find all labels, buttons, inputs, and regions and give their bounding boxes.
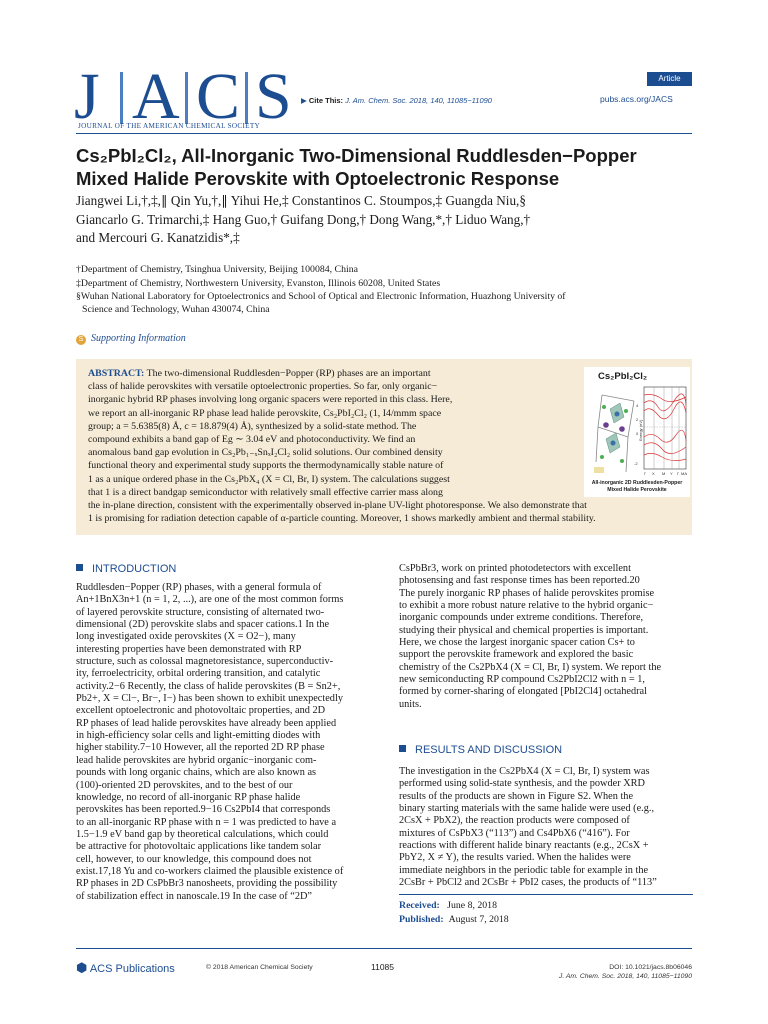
doi-block <box>559 963 692 981</box>
abstract-line: class of halide perovskites with versatile optoelectronic properties. So far, only organic− <box>88 381 438 393</box>
text-line: RP phases in 2D CsPbBr3 nanosheets, providing the possibility <box>76 878 338 890</box>
text-line: performed using solid-state synthesis, and the powder XRD <box>399 778 645 790</box>
k-point: X <box>652 471 655 476</box>
text-line: 1.5−1.9 eV band gap by theoretical calculations, which could <box>76 828 329 840</box>
toc-caption: All-inorganic 2D Ruddlesden-Popper <box>591 480 683 486</box>
text-line: of layered perovskite structure, consisting of alternated two- <box>76 606 325 618</box>
title-line: Cs₂PbI₂Cl₂, All-Inorganic Two-Dimensional Ruddlesden−Popper <box>76 145 637 166</box>
text-line: knowledge, no record of all-inorganic RP phase halide <box>76 791 301 803</box>
text-line: pounds with long organic chains, which are also known as <box>76 767 317 779</box>
logo-subtitle: JOURNAL OF THE AMERICAN CHEMICAL SOCIETY <box>78 122 261 130</box>
affiliation: ‡Department of Chemistry, Northwestern University, Evanston, Illinois 60208, United States <box>76 277 441 289</box>
text-line: long investigated oxide perovskites (X = O2−), many <box>76 631 296 643</box>
publisher-name: ACS Publications <box>89 963 175 975</box>
text-line: units. <box>399 698 422 710</box>
article-title <box>76 144 696 190</box>
text-line: to an all-inorganic RP phase with n = 1 was predicted to have a <box>76 816 337 828</box>
abstract-line: the in-plane direction, consistent with the experimentally observed in-plane UV-light photoresponse. We also demonstrate that <box>88 500 587 512</box>
text-line: perovskites has been reported.9−16 Cs2PbI4 that corresponds <box>76 804 331 816</box>
abstract-heading: ABSTRACT: <box>88 368 145 379</box>
abstract-line: we report an all-inorganic RP phase lead halide perovskite, Cs₂PbI₂Cl₂ (1, I4/mmm space <box>88 407 442 419</box>
text-line: 2CsX + PbX2), the reaction products were composed of <box>399 815 630 827</box>
toc-title: Cs₂PbI₂Cl₂ <box>598 371 648 382</box>
received-date: June 8, 2018 <box>447 900 497 911</box>
text-line: chemistry of the Cs2PbX4 (X = Cl, Br, I) system. We report the <box>399 661 662 673</box>
logo-letter: J <box>74 60 100 133</box>
logo-divider <box>120 72 123 124</box>
page-number: 11085 <box>371 962 395 972</box>
affiliation: †Department of Chemistry, Tsinghua University, Beijing 100084, China <box>76 264 358 275</box>
text-line: dimensional (2D) perovskite slabs and spacer cations.1 In the <box>76 619 330 631</box>
publication-dates <box>399 899 509 927</box>
cite-label: Cite This: <box>308 96 344 105</box>
logo-divider <box>185 72 188 124</box>
text-line: ity, ferroelectricity, orbital ordering transition, and catalytic <box>76 668 321 680</box>
published-label: Published: <box>399 914 444 925</box>
text-line: higher stability.7−10 However, all the reported 2D RP phase <box>76 742 325 754</box>
text-line: (100)-oriented 2D perovskites, and to the best of our <box>76 779 293 791</box>
abstract-line: 1 is promising for radiation detection capable of α-particle counting. Moreover, 1 shows markedly ambient and thermal stability. <box>88 513 596 525</box>
text-line: photosensing and fast response times has been reported.20 <box>399 575 640 587</box>
k-point: M <box>662 471 666 476</box>
text-line: RP phases of lead halide perovskites have already been applied <box>76 717 337 729</box>
citation: J. Am. Chem. Soc. 2018, 140, 11085−11090 <box>558 973 692 980</box>
section-square-icon <box>76 564 83 571</box>
title-line: Mixed Halide Perovskite with Optoelectronic Response <box>76 168 560 189</box>
k-point: MA <box>681 471 687 476</box>
journal-url[interactable]: pubs.acs.org/JACS <box>600 94 673 104</box>
text-line: reactions with different halide binary reactants (e.g., 2CsX + <box>399 840 649 852</box>
abstract-line: group; a = 5.6385(8) Å, c = 18.879(4) Å), synthesized by a solid-state method. The <box>88 420 417 432</box>
text-line: structure, such as colossal magnetoresistance, superconductiv- <box>76 656 334 668</box>
affiliation: §Wuhan National Laboratory for Optoelectronics and School of Optical and Electronic Information, Huazhong University of <box>76 291 566 303</box>
text-line: Here, we chose the largest inorganic spacer cation Cs+ to <box>399 637 635 649</box>
text-line: 2CsBr + PbCl2 and 2CsBr + PbI2 cases, the products of “113” <box>399 877 657 889</box>
text-line: lead halide perovskites are hybrid organic−inorganic com- <box>76 754 317 766</box>
abstract-line: 1 as a unique ordered phase in the Cs₂PbX₄ (X = Cl, Br, I) system. The calculations suggest <box>88 473 450 485</box>
k-point: Y <box>670 471 673 476</box>
text-line: cell, however, to our knowledge, this compound does not <box>76 853 312 865</box>
text-line: be attractive for photovoltaic applications like tandem solar <box>76 841 322 853</box>
introduction-heading <box>76 563 176 575</box>
text-line: An+1BnX3n+1 (n = 1, 2, ...), are one of the most common forms <box>76 594 344 606</box>
results-column-text <box>399 766 693 889</box>
dates-divider <box>399 894 693 895</box>
left-column-text <box>76 582 370 903</box>
doi-link[interactable]: DOI: 10.1021/jacs.8b06046 <box>609 964 692 971</box>
text-line: PbY2, X ≠ Y), the results varied. When the halides were <box>399 852 631 864</box>
logo-letter: S <box>255 60 292 133</box>
y-tick: -2 <box>634 461 638 466</box>
k-point: Γ <box>677 471 680 476</box>
supporting-info-icon: S <box>76 335 86 345</box>
text-line: binary starting materials with the same halide were used (e.g., <box>399 803 655 815</box>
supporting-info-label: Supporting Information <box>91 333 186 344</box>
text-line: interesting properties have been demonstrated with RP <box>76 643 302 655</box>
section-square-icon <box>399 745 406 752</box>
text-line: studying their physical and chemical properties is important. <box>399 624 649 636</box>
affiliation: Science and Technology, Wuhan 430074, China <box>82 303 270 315</box>
text-line: immediate neighbors in the periodic table for example in the <box>399 864 649 876</box>
crystal-structure-image <box>594 395 634 473</box>
text-line: Pb2+, X = Cl−, Br−, I−) has been shown to exhibit unexpectedly <box>76 693 343 705</box>
section-title: RESULTS AND DISCUSSION <box>415 744 563 756</box>
toc-graphic[interactable] <box>584 367 690 497</box>
author-line[interactable]: Jiangwei Li,†,‡,∥ Qin Yu,†,∥ Yihui He,‡ Constantinos C. Stoumpos,‡ Guangda Niu,§ <box>76 193 526 208</box>
cite-this[interactable] <box>301 96 492 105</box>
abstract-line: that 1 is a direct bandgap semiconductor with relatively small effective carrier mass along <box>88 486 443 498</box>
published-date: August 7, 2018 <box>448 914 509 925</box>
cite-icon: ▶ <box>301 96 307 105</box>
text-line: activity.2−6 Recently, the class of halide perovskites (B = Sn2+, <box>76 680 341 692</box>
text-line: The investigation in the Cs2PbX4 (X = Cl, Br, I) system was <box>399 766 650 777</box>
abstract-line: anomalous band gap evolution in Cs₂Pb₁₋ₓSnₓI₂Cl₂ solid solutions. Our combined density <box>88 447 443 459</box>
text-line: mixtures of CsPbX3 (“113”) and Cs4PbX6 (“416”). For <box>399 827 630 839</box>
acs-publications-logo[interactable] <box>76 960 175 976</box>
results-heading <box>399 744 562 756</box>
text-line: Ruddlesden−Popper (RP) phases, with a general formula of <box>76 582 322 593</box>
text-line: to exhibit a more robust nature relative to the hybrid organic− <box>399 600 654 612</box>
author-line[interactable]: Giancarlo G. Trimarchi,‡ Hang Guo,† Guifang Dong,† Dong Wang,*,† Liduo Wang,† <box>76 211 531 227</box>
band-structure-plot <box>634 387 687 476</box>
abstract-line: functional theory and experimental study supports the thermodynamically stable nature of <box>88 460 444 472</box>
supporting-information-link[interactable] <box>76 333 186 345</box>
y-tick: 0 <box>636 431 639 436</box>
abstract-line: compound exhibits a band gap of Eg ∼ 3.04 eV and photoconductivity. We find an <box>88 434 416 446</box>
text-line: formed by corner-sharing of elongated [PbI2Cl4] octahedral <box>399 686 647 698</box>
footer-divider <box>76 948 692 949</box>
author-list <box>76 192 696 248</box>
y-tick: 2 <box>636 417 639 422</box>
toc-graphic-svg <box>584 367 690 497</box>
abstract-line: The two-dimensional Ruddlesden−Popper (RP) phases are an important <box>146 368 431 379</box>
text-line: in high-efficiency solar cells and light-emitting diodes with <box>76 730 321 742</box>
text-line: of stabilization effect in nanoscale.19 In the case of “2D” <box>76 890 312 902</box>
logo-letter: C <box>196 60 241 133</box>
acs-hexagon-icon: ⬢ <box>76 960 88 975</box>
text-line: support the perovskite framework and explored the basic <box>399 649 634 661</box>
text-line: The purely inorganic RP phases of halide perovskites promise <box>399 587 655 599</box>
author-line[interactable]: and Mercouri G. Kanatzidis*,‡ <box>76 230 240 245</box>
text-line[interactable]: results of the products are shown in Figure S2. When the <box>399 790 634 802</box>
y-tick: 4 <box>636 403 639 408</box>
received-label: Received: <box>399 900 440 911</box>
cite-text[interactable]: J. Am. Chem. Soc. 2018, 140, 11085−11090 <box>345 96 492 105</box>
jacs-logo <box>74 60 299 134</box>
text-line: inorganic compounds under extreme conditions. Therefore, <box>399 612 644 624</box>
right-column-text <box>399 563 693 711</box>
article-badge: Article <box>647 72 692 86</box>
y-axis-label: Energy (eV) <box>638 419 643 441</box>
abstract-text-upper <box>88 367 596 525</box>
k-point: Γ <box>644 471 647 476</box>
logo-divider <box>245 72 248 124</box>
logo-letter: A <box>132 60 180 133</box>
affiliations <box>76 264 696 317</box>
copyright: © 2018 American Chemical Society <box>206 964 313 971</box>
abstract-line: inorganic hybrid RP phases involving long organic spacers were reported in this class. Here, <box>88 394 453 406</box>
text-line: new semiconducting RP compound Cs2PbI2Cl2 with n = 1, <box>399 674 645 686</box>
header-divider <box>76 133 692 134</box>
text-line: exist.17,18 Yu and co-workers claimed the plausible existence of <box>76 865 344 877</box>
section-title: INTRODUCTION <box>92 563 177 575</box>
toc-caption: Mixed Halide Perovskite <box>607 487 667 493</box>
text-line: excellent optoelectronic and photovoltaic properties, and 2D <box>76 705 326 717</box>
text-line: CsPbBr3, work on printed photodetectors with excellent <box>399 563 631 574</box>
